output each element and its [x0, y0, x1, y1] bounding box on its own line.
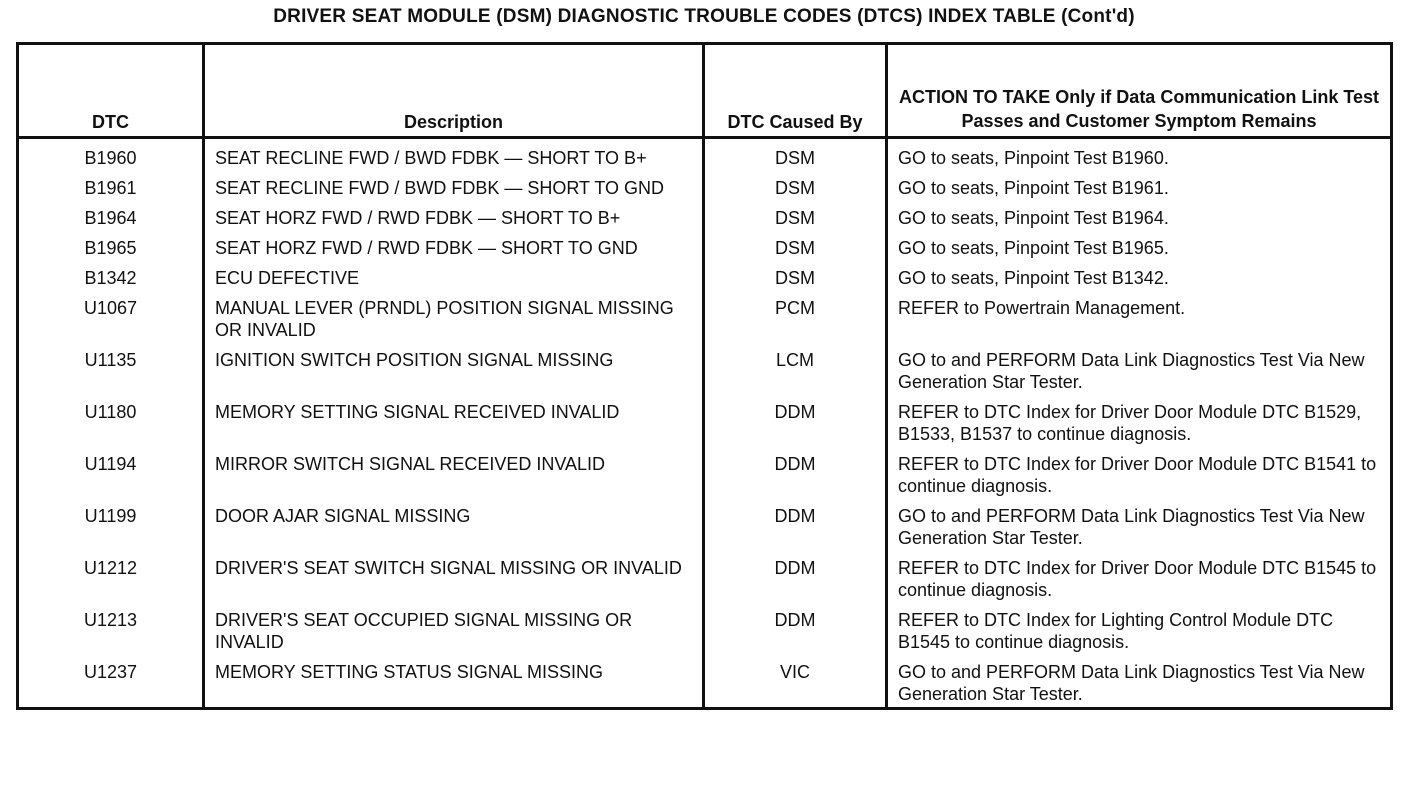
dtc-cell: U1237: [18, 655, 204, 709]
action-cell: GO to and PERFORM Data Link Diagnostics Test Via New Generation Star Tester.: [887, 499, 1392, 551]
caused-by-cell: VIC: [704, 655, 887, 709]
dtc-cell: B1965: [18, 231, 204, 261]
caused-by-cell: DSM: [704, 138, 887, 172]
page-title: DRIVER SEAT MODULE (DSM) DIAGNOSTIC TROUBLE CODES (DTCS) INDEX TABLE (Cont'd): [273, 6, 1135, 27]
description-cell: DRIVER'S SEAT OCCUPIED SIGNAL MISSING OR INVALID: [204, 603, 704, 655]
action-cell: GO to seats, Pinpoint Test B1961.: [887, 171, 1392, 201]
table-row: [18, 655, 1392, 709]
description-cell: MEMORY SETTING STATUS SIGNAL MISSING: [204, 655, 704, 709]
caused-by-cell: DDM: [704, 603, 887, 655]
dtc-cell: U1067: [18, 291, 204, 343]
caused-by-cell: DDM: [704, 551, 887, 603]
dtc-cell: U1199: [18, 499, 204, 551]
description-cell: ECU DEFECTIVE: [204, 261, 704, 291]
description-cell: MIRROR SWITCH SIGNAL RECEIVED INVALID: [204, 447, 704, 499]
table-row: [18, 261, 1392, 291]
action-cell: REFER to DTC Index for Driver Door Module DTC B1545 to continue diagnosis.: [887, 551, 1392, 603]
column-header-description: Description: [204, 44, 704, 138]
caused-by-cell: DSM: [704, 171, 887, 201]
action-cell: REFER to DTC Index for Driver Door Module DTC B1529, B1533, B1537 to continue diagnosis.: [887, 395, 1392, 447]
dtc-cell: U1194: [18, 447, 204, 499]
table-row: [18, 603, 1392, 655]
column-header-action: ACTION TO TAKE Only if Data Communication Link Test Passes and Customer Symptom Remains: [887, 44, 1392, 138]
description-cell: SEAT RECLINE FWD / BWD FDBK — SHORT TO GND: [204, 171, 704, 201]
dtc-index-table: [16, 42, 1393, 710]
caused-by-cell: DDM: [704, 447, 887, 499]
table-row: [18, 231, 1392, 261]
dtc-cell: B1960: [18, 138, 204, 172]
dtc-cell: U1180: [18, 395, 204, 447]
caused-by-cell: DDM: [704, 499, 887, 551]
table-row: [18, 201, 1392, 231]
caused-by-cell: PCM: [704, 291, 887, 343]
caused-by-cell: DDM: [704, 395, 887, 447]
description-cell: SEAT HORZ FWD / RWD FDBK — SHORT TO B+: [204, 201, 704, 231]
description-cell: MEMORY SETTING SIGNAL RECEIVED INVALID: [204, 395, 704, 447]
caused-by-cell: LCM: [704, 343, 887, 395]
table-row: [18, 551, 1392, 603]
dtc-cell: U1212: [18, 551, 204, 603]
action-cell: GO to seats, Pinpoint Test B1965.: [887, 231, 1392, 261]
table-row: [18, 499, 1392, 551]
dtc-cell: B1961: [18, 171, 204, 201]
action-cell: GO to and PERFORM Data Link Diagnostics Test Via New Generation Star Tester.: [887, 655, 1392, 709]
dtc-cell: B1964: [18, 201, 204, 231]
caused-by-cell: DSM: [704, 261, 887, 291]
dtc-cell: U1135: [18, 343, 204, 395]
description-cell: DOOR AJAR SIGNAL MISSING: [204, 499, 704, 551]
table-row: [18, 138, 1392, 172]
caused-by-cell: DSM: [704, 201, 887, 231]
dtc-cell: U1213: [18, 603, 204, 655]
action-cell: REFER to Powertrain Management.: [887, 291, 1392, 343]
column-header-caused-by: DTC Caused By: [704, 44, 887, 138]
table-row: [18, 171, 1392, 201]
table-body: [18, 138, 1392, 709]
action-cell: GO to seats, Pinpoint Test B1342.: [887, 261, 1392, 291]
description-cell: SEAT HORZ FWD / RWD FDBK — SHORT TO GND: [204, 231, 704, 261]
action-cell: GO to seats, Pinpoint Test B1964.: [887, 201, 1392, 231]
column-header-dtc: DTC: [18, 44, 204, 138]
table-row: [18, 343, 1392, 395]
description-cell: IGNITION SWITCH POSITION SIGNAL MISSING: [204, 343, 704, 395]
description-cell: MANUAL LEVER (PRNDL) POSITION SIGNAL MISSING OR INVALID: [204, 291, 704, 343]
table-row: [18, 447, 1392, 499]
action-cell: GO to seats, Pinpoint Test B1960.: [887, 138, 1392, 172]
header-row: [18, 44, 1392, 138]
action-cell: GO to and PERFORM Data Link Diagnostics Test Via New Generation Star Tester.: [887, 343, 1392, 395]
action-cell: REFER to DTC Index for Driver Door Module DTC B1541 to continue diagnosis.: [887, 447, 1392, 499]
table-row: [18, 395, 1392, 447]
table-row: [18, 291, 1392, 343]
description-cell: DRIVER'S SEAT SWITCH SIGNAL MISSING OR INVALID: [204, 551, 704, 603]
description-cell: SEAT RECLINE FWD / BWD FDBK — SHORT TO B+: [204, 138, 704, 172]
action-cell: REFER to DTC Index for Lighting Control Module DTC B1545 to continue diagnosis.: [887, 603, 1392, 655]
dtc-cell: B1342: [18, 261, 204, 291]
caused-by-cell: DSM: [704, 231, 887, 261]
